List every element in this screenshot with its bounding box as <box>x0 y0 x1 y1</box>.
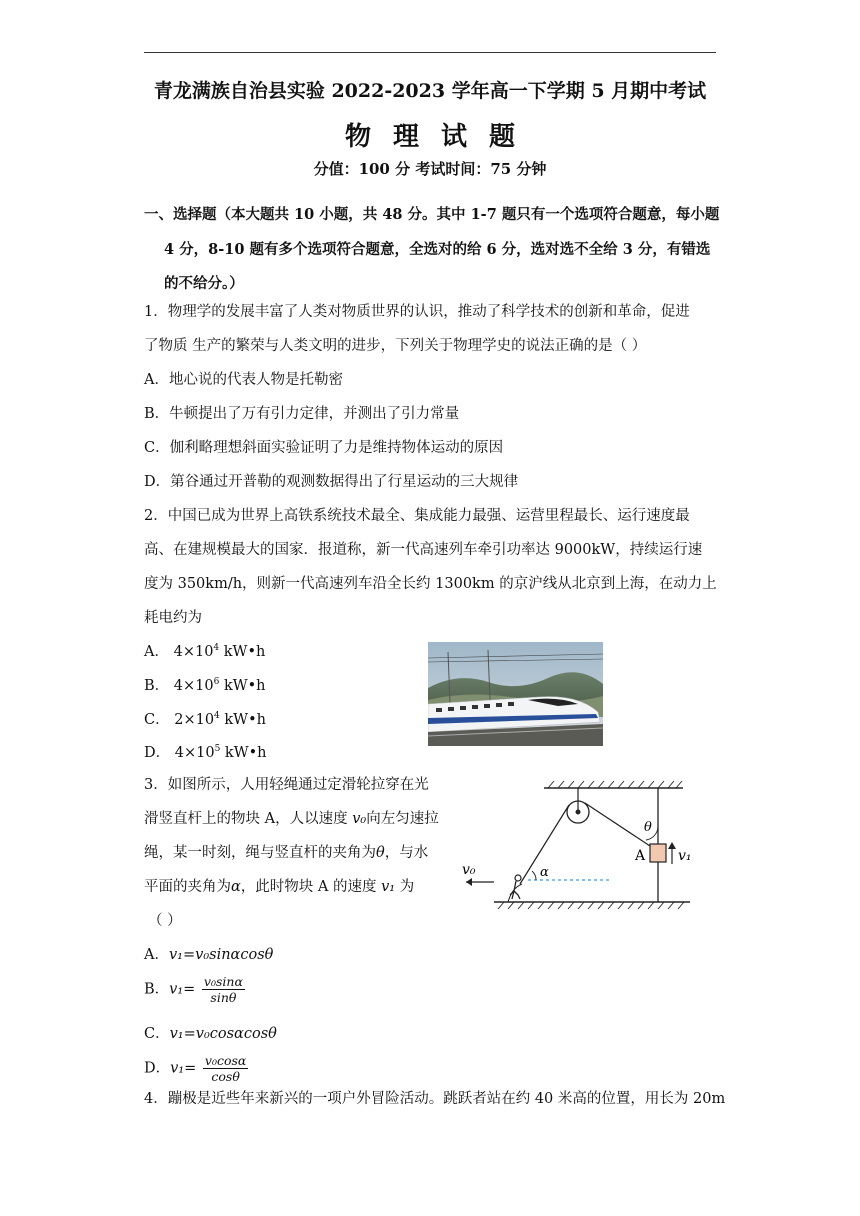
school-title: 青龙满族自治县实验 2022-2023 学年高一下学期 5 月期中考试 <box>153 80 707 102</box>
alpha-label: α <box>540 865 549 880</box>
q3-line1: 3．如图所示，人用轻绳通过定滑轮拉穿在光 <box>144 777 429 793</box>
q3-line3: 绳，某一时刻，绳与竖直杆的夹角为θ，与水 <box>144 845 429 861</box>
q3-option-c: C．v₁=v₀cosαcosθ <box>144 1026 277 1042</box>
q2-line2: 高、在建规模最大的国家．报道称，新一代高速列车牵引功率达 9000kW，持续运行速 <box>144 542 703 558</box>
high-speed-train-image <box>428 642 603 746</box>
subject-title: 物理试题 <box>344 122 537 152</box>
block-a-label: A <box>635 848 646 864</box>
q3-line4: 平面的夹角为α，此时物块 A 的速度 v₁ 为 <box>144 879 415 895</box>
section1-line3: 的不给分。） <box>164 275 244 292</box>
q1-option-c: C．伽利略理想斜面实验证明了力是维持物体运动的原因 <box>144 440 504 456</box>
q1-line1: 1．物理学的发展丰富了人类对物质世界的认识，推动了科学技术的创新和革命，促进 <box>144 304 690 320</box>
section1-line2: 4 分，8-10 题有多个选项符合题意，全选对的给 6 分，选对选不全给 3 分，有错选 <box>164 241 711 258</box>
q1-option-a: A．地心说的代表人物是托勒密 <box>144 372 343 388</box>
fraction: $\frac{\text{v₀sinα}}{\sin\theta}$ <box>203 974 243 1005</box>
q2-line4: 耗电约为 <box>144 610 202 626</box>
q3-line2: 滑竖直杆上的物块 A，人以速度 v₀向左匀速拉 <box>144 811 439 827</box>
q2-line1: 2．中国已成为世界上高铁系统技术最全、集成能力最强、运营里程最长、运行速度最 <box>144 508 690 524</box>
theta-label: θ <box>644 820 652 835</box>
v0-label: v₀ <box>462 862 476 878</box>
q4-line1: 4．蹦极是近些年来新兴的一项户外冒险活动。跳跃者站在约 40 米高的位置，用长为 20m <box>144 1091 726 1107</box>
q1-option-d: D．第谷通过开普勒的观测数据得出了行星运动的三大规律 <box>144 474 519 490</box>
q1-option-b: B．牛顿提出了万有引力定律，并测出了引力常量 <box>144 406 460 422</box>
section1-line1: 一、选择题（本大题共 10 小题，共 48 分。其中 1-7 题只有一个选项符合题意，每小题 <box>144 206 720 223</box>
q2-option-c: C． $2\times 10^4$ kW•h <box>144 711 266 728</box>
q2-line3: 度为 350km/h，则新一代高速列车沿全长约 1300km 的京沪线从北京到上海，在动力上 <box>144 576 717 592</box>
q3-option-a: A．v₁=v₀sinαcosθ <box>144 947 274 963</box>
top-rule <box>144 52 716 53</box>
q2-option-a: A． $4\times 10^4$ kW•h <box>144 643 266 660</box>
pulley-diagram <box>458 780 698 915</box>
q3-option-d: D．v₁= $\frac{\text{v₀cosα}}{\cos\theta}$ <box>144 1053 247 1084</box>
q2-option-b: B． $4\times 10^6$ kW•h <box>144 677 266 694</box>
v1-label: v₁ <box>678 848 692 864</box>
q3-blank: （ ） <box>148 913 182 929</box>
q1-line2: 了物质 生产的繁荣与人类文明的进步，下列关于物理学史的说法正确的是（ ） <box>144 338 647 354</box>
q3-option-b: B．v₁= $\frac{\text{v₀sinα}}{\sin\theta}$ <box>144 974 243 1005</box>
fraction: $\frac{\text{v₀cosα}}{\cos\theta}$ <box>204 1053 247 1084</box>
q2-option-d: D． $4\times 10^5$ kW•h <box>144 744 267 761</box>
exam-meta: 分值：100 分 考试时间：75 分钟 <box>313 160 547 178</box>
